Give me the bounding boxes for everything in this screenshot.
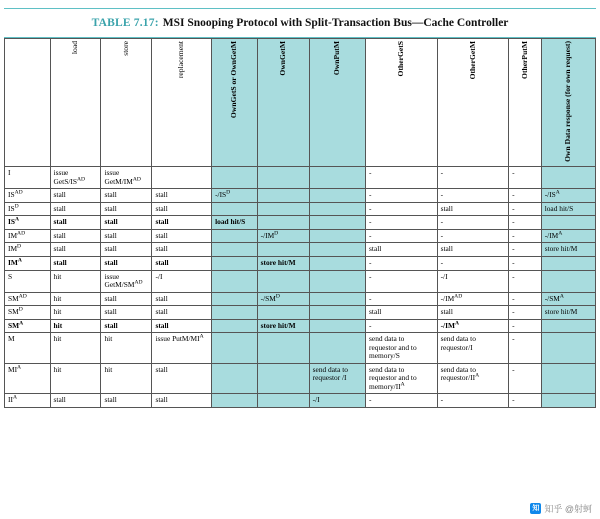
cell-ownputm	[309, 319, 365, 333]
caption-text: MSI Snooping Protocol with Split-Transaction Bus—Cache Controller	[162, 17, 509, 29]
cell-ownputm	[309, 229, 365, 243]
column-header-label: store	[121, 41, 131, 56]
cell-otherputm: -	[509, 333, 542, 364]
cell-otherputm: -	[509, 229, 542, 243]
table-row	[5, 270, 596, 292]
cell-owngetm	[257, 333, 309, 364]
cell-owndata	[541, 394, 595, 408]
column-header-owngets	[212, 39, 258, 167]
table-row	[5, 257, 596, 271]
cell-owngetm	[257, 202, 309, 216]
cell-replacement: stall	[152, 243, 212, 257]
cell-othergets: -	[366, 167, 438, 189]
cell-owndata: $-/IM^A$	[541, 229, 595, 243]
column-header-load	[50, 39, 101, 167]
column-header-label: OwnPutM	[331, 41, 341, 76]
cell-load: hit	[50, 292, 101, 306]
table-row	[5, 306, 596, 320]
state-cell: $IS^A$	[5, 216, 51, 230]
cell-owngets	[212, 333, 258, 364]
cell-store: stall	[101, 243, 152, 257]
column-header-othergetm	[437, 39, 509, 167]
cell-owngets	[212, 394, 258, 408]
cell-owngets: $-/IS^D$	[212, 189, 258, 203]
cell-othergets: -	[366, 292, 438, 306]
cell-owngetm	[257, 394, 309, 408]
cell-owngetm	[257, 167, 309, 189]
cell-ownputm	[309, 306, 365, 320]
cell-othergetm: -	[437, 257, 509, 271]
cell-othergets: -	[366, 319, 438, 333]
cell-othergetm: -	[437, 216, 509, 230]
cell-othergets: -	[366, 202, 438, 216]
cell-otherputm: -	[509, 216, 542, 230]
cell-owngetm: $-/IM^D$	[257, 229, 309, 243]
cell-load: hit	[50, 306, 101, 320]
cell-owngets	[212, 229, 258, 243]
cell-owngetm	[257, 270, 309, 292]
cell-load: hit	[50, 270, 101, 292]
caption-label: TABLE 7.17:	[91, 17, 159, 29]
cell-ownputm: -/I	[309, 394, 365, 408]
cell-othergetm: $-/IM^A$	[437, 319, 509, 333]
msi-protocol-table	[4, 38, 596, 408]
column-header-label: OtherGetS	[395, 41, 405, 77]
cell-ownputm	[309, 270, 365, 292]
cell-othergets: -	[366, 229, 438, 243]
cell-load: stall	[50, 243, 101, 257]
table-row	[5, 202, 596, 216]
state-cell: $IM^D$	[5, 243, 51, 257]
cell-owngets	[212, 202, 258, 216]
state-cell: $MI^A$	[5, 363, 51, 394]
cell-store: stall	[101, 216, 152, 230]
cell-store: issue GetM/$SM^{AD}$	[101, 270, 152, 292]
state-cell: $IM^A$	[5, 257, 51, 271]
cell-otherputm: -	[509, 292, 542, 306]
header-row	[5, 39, 596, 167]
cell-othergets: -	[366, 189, 438, 203]
column-header-otherputm	[509, 39, 542, 167]
cell-replacement	[152, 167, 212, 189]
cell-load: stall	[50, 394, 101, 408]
cell-replacement: stall	[152, 257, 212, 271]
cell-ownputm	[309, 243, 365, 257]
cell-owndata: $-/IS^A$	[541, 189, 595, 203]
cell-replacement: stall	[152, 306, 212, 320]
cell-otherputm: -	[509, 189, 542, 203]
cell-owngets	[212, 306, 258, 320]
cell-owndata	[541, 167, 595, 189]
table-row	[5, 319, 596, 333]
column-header-store	[101, 39, 152, 167]
table-row	[5, 292, 596, 306]
state-cell: S	[5, 270, 51, 292]
cell-owndata	[541, 216, 595, 230]
cell-load: stall	[50, 216, 101, 230]
column-header-label: load	[70, 41, 80, 55]
cell-replacement: stall	[152, 292, 212, 306]
state-cell: $SM^A$	[5, 319, 51, 333]
cell-store: hit	[101, 363, 152, 394]
cell-owngets	[212, 243, 258, 257]
cell-ownputm	[309, 167, 365, 189]
cell-otherputm: -	[509, 257, 542, 271]
state-cell: $IM^{AD}$	[5, 229, 51, 243]
column-header-label: OtherGetM	[467, 41, 477, 80]
cell-owndata	[541, 257, 595, 271]
cell-owngets	[212, 257, 258, 271]
column-header-label: OwnGetM	[277, 41, 287, 76]
state-cell: I	[5, 167, 51, 189]
cell-replacement: stall	[152, 319, 212, 333]
cell-load: stall	[50, 229, 101, 243]
cell-replacement: -/I	[152, 270, 212, 292]
cell-ownputm	[309, 292, 365, 306]
cell-owndata	[541, 363, 595, 394]
state-cell: M	[5, 333, 51, 364]
cell-otherputm: -	[509, 202, 542, 216]
cell-store: stall	[101, 257, 152, 271]
cell-othergetm: $-/IM^{AD}$	[437, 292, 509, 306]
cell-owngets	[212, 363, 258, 394]
cell-load: stall	[50, 189, 101, 203]
column-header-replacement	[152, 39, 212, 167]
cell-replacement: stall	[152, 363, 212, 394]
cell-owngetm	[257, 363, 309, 394]
cell-owngetm	[257, 216, 309, 230]
cell-load: stall	[50, 202, 101, 216]
cell-othergetm: -	[437, 167, 509, 189]
cell-otherputm: -	[509, 306, 542, 320]
cell-owndata: load hit/S	[541, 202, 595, 216]
cell-othergets: -	[366, 216, 438, 230]
cell-store: stall	[101, 306, 152, 320]
cell-owngets	[212, 292, 258, 306]
column-header-label: Own Data response (for own request)	[562, 41, 572, 162]
cell-owndata: $-/SM^A$	[541, 292, 595, 306]
column-header-label: replacement	[176, 41, 186, 79]
cell-othergets: send data to requestor and to memory/$II^A$	[366, 363, 438, 394]
cell-ownputm	[309, 202, 365, 216]
cell-owndata	[541, 319, 595, 333]
cell-store: hit	[101, 333, 152, 364]
cell-store: stall	[101, 189, 152, 203]
cell-othergetm: stall	[437, 306, 509, 320]
cell-othergetm: stall	[437, 202, 509, 216]
table-row	[5, 394, 596, 408]
cell-load: hit	[50, 333, 101, 364]
cell-load: hit	[50, 363, 101, 394]
cell-othergetm: -	[437, 189, 509, 203]
cell-store: stall	[101, 292, 152, 306]
cell-store: stall	[101, 229, 152, 243]
table-row	[5, 229, 596, 243]
cell-store: stall	[101, 394, 152, 408]
column-header-owndata	[541, 39, 595, 167]
cell-othergets: send data to requestor and to memory/S	[366, 333, 438, 364]
cell-load: hit	[50, 319, 101, 333]
cell-owngetm: store hit/M	[257, 319, 309, 333]
table-row	[5, 216, 596, 230]
cell-replacement: stall	[152, 202, 212, 216]
cell-otherputm: -	[509, 394, 542, 408]
cell-load: issue GetS/$IS^{AD}$	[50, 167, 101, 189]
cell-owngetm	[257, 189, 309, 203]
zhihu-logo-icon: 知	[532, 505, 540, 512]
column-header-state	[5, 39, 51, 167]
cell-replacement: stall	[152, 189, 212, 203]
state-cell: $SM^D$	[5, 306, 51, 320]
cell-otherputm: -	[509, 319, 542, 333]
cell-othergets: stall	[366, 243, 438, 257]
table-row	[5, 167, 596, 189]
cell-replacement: stall	[152, 394, 212, 408]
watermark-text: 知乎 @射蚵	[544, 504, 592, 514]
table-row	[5, 243, 596, 257]
cell-othergets: -	[366, 394, 438, 408]
cell-store: stall	[101, 202, 152, 216]
state-cell: $SM^{AD}$	[5, 292, 51, 306]
table-row	[5, 363, 596, 394]
cell-othergets: -	[366, 270, 438, 292]
cell-othergetm: send data to requestor/I	[437, 333, 509, 364]
column-header-label: OtherPutM	[519, 41, 529, 79]
cell-otherputm: -	[509, 243, 542, 257]
cell-replacement: stall	[152, 229, 212, 243]
cell-othergetm: stall	[437, 243, 509, 257]
column-header-owngetm	[257, 39, 309, 167]
cell-ownputm: send data to requestor /I	[309, 363, 365, 394]
cell-owndata	[541, 270, 595, 292]
cell-owngets	[212, 319, 258, 333]
cell-owngetm	[257, 243, 309, 257]
cell-replacement: stall	[152, 216, 212, 230]
cell-othergetm: -/I	[437, 270, 509, 292]
cell-othergetm: -	[437, 394, 509, 408]
cell-owngetm: store hit/M	[257, 257, 309, 271]
cell-othergetm: -	[437, 229, 509, 243]
table-row	[5, 333, 596, 364]
cell-otherputm: -	[509, 270, 542, 292]
cell-store: stall	[101, 319, 152, 333]
cell-othergets: stall	[366, 306, 438, 320]
cell-owngets: load hit/S	[212, 216, 258, 230]
cell-ownputm	[309, 257, 365, 271]
column-header-label: OwnGetS or OwnGetM	[228, 41, 238, 119]
state-cell: $IS^{AD}$	[5, 189, 51, 203]
cell-ownputm	[309, 189, 365, 203]
cell-otherputm: -	[509, 363, 542, 394]
table-caption	[4, 8, 596, 38]
cell-owndata: store hit/M	[541, 306, 595, 320]
cell-owngets	[212, 270, 258, 292]
column-header-ownputm	[309, 39, 365, 167]
cell-ownputm	[309, 216, 365, 230]
cell-otherputm: -	[509, 167, 542, 189]
cell-owndata: store hit/M	[541, 243, 595, 257]
table-header	[5, 39, 596, 167]
cell-ownputm	[309, 333, 365, 364]
cell-owngetm: $-/SM^D$	[257, 292, 309, 306]
table-row	[5, 189, 596, 203]
state-cell: $II^A$	[5, 394, 51, 408]
state-cell: $IS^D$	[5, 202, 51, 216]
table-body	[5, 167, 596, 407]
cell-othergetm: send data to requestor/$II^A$	[437, 363, 509, 394]
watermark	[530, 502, 592, 515]
cell-othergets: -	[366, 257, 438, 271]
cell-owngets	[212, 167, 258, 189]
cell-owngetm	[257, 306, 309, 320]
cell-owndata	[541, 333, 595, 364]
cell-store: issue GetM/$IM^{AD}$	[101, 167, 152, 189]
column-header-othergets	[366, 39, 438, 167]
cell-replacement: issue PutM/$MI^A$	[152, 333, 212, 364]
cell-load: stall	[50, 257, 101, 271]
